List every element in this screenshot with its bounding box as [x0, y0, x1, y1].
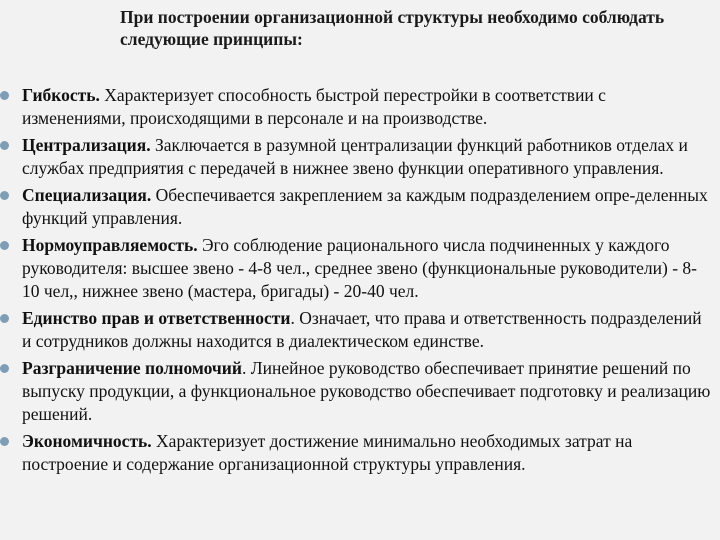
principles-list — [0, 84, 712, 480]
bullet-icon — [0, 191, 9, 200]
principle-description: . Линейное руководство обеспечивает принятие решений по выпуску продукции, а функциональное руководство обеспечивает подготовку и реализацию решений. — [22, 358, 711, 424]
list-item — [0, 307, 712, 353]
principle-term: Экономичность. — [22, 431, 152, 451]
principle-description: Эго соблюдение рационального числа подчиненных у каждого руководителя: высшее звено - 4-8 чел., среднее звено (функциональные руководители) - 8-10 чел,, нижнее звено (мастера, бригады) - 20-40 чел. — [22, 235, 698, 301]
slide-title: При построении организационной структуры необходимо соблюдать следующие принципы: — [120, 7, 665, 49]
list-item — [0, 234, 712, 303]
list-item — [0, 184, 712, 230]
principle-term: Нормоуправляемость. — [22, 235, 198, 255]
list-item — [0, 134, 712, 180]
principle-term: Единство прав и ответственности — [22, 308, 291, 328]
bullet-icon — [0, 437, 9, 446]
principle-description: Характеризует способность быстрой перестройки в соответствии с изменениями, происходящими в персонале и на производстве. — [22, 85, 606, 128]
list-item — [0, 84, 712, 130]
bullet-icon — [0, 314, 9, 323]
principle-description: Характеризует достижение минимально необходимых затрат на построение и содержание организационной структуры управления. — [22, 431, 633, 474]
principle-term: Специализация. — [22, 185, 152, 205]
bullet-icon — [0, 241, 9, 250]
list-item — [0, 430, 712, 476]
list-item — [0, 357, 712, 426]
principle-term: Разграничение полномочий — [22, 358, 242, 378]
bullet-icon — [0, 364, 9, 373]
bullet-icon — [0, 91, 9, 100]
principle-term: Централизация. — [22, 135, 151, 155]
bullet-icon — [0, 141, 9, 150]
principle-description: Обеспечивается закреплением за каждым подразделением опре-деленных функций управления. — [22, 185, 708, 228]
principle-description: Заключается в разумной централизации функций работников отделах и службах предприятия с передачей в нижнее звено функции оперативного управления. — [22, 135, 688, 178]
principle-term: Гибкость. — [22, 85, 100, 105]
principle-description: . Означает, что права и ответственность подразделений и сотрудников должны находится в диалектическом единстве. — [22, 308, 702, 351]
